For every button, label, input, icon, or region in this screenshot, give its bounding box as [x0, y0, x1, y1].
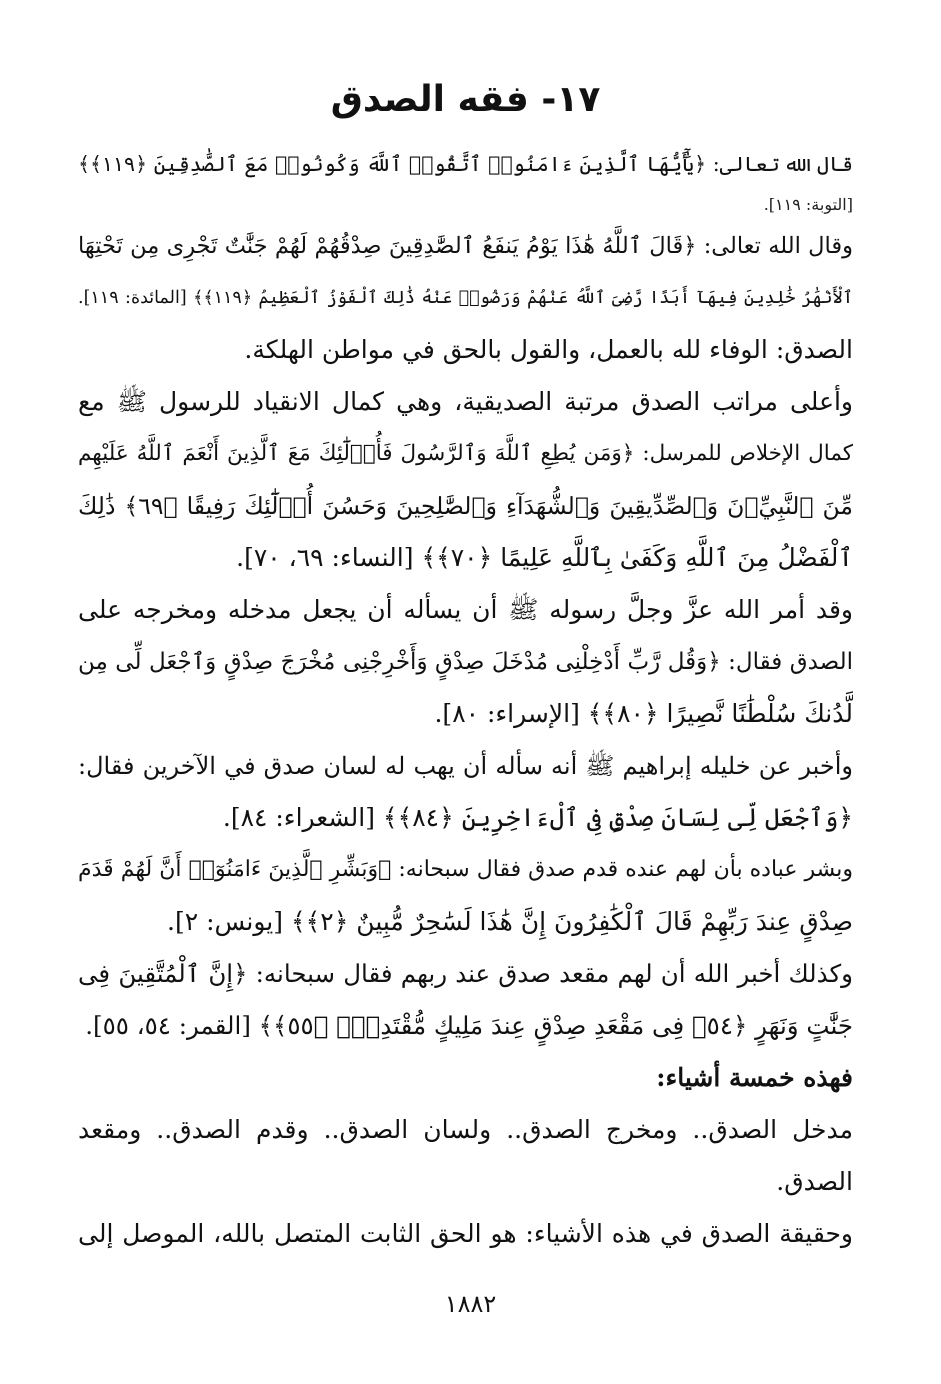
text-line: ﴿وَٱجْعَل لِّى لِسَانَ صِدْقٍ فِى ٱلْءَاخِرِينَ ﴿٨٤﴾﴾ [الشعراء: ٨٤]. [222, 803, 853, 832]
text-line: ٱلْفَضْلُ مِنَ ٱللَّهِ وَكَفَىٰ بِٱللَّهِ عَلِيمًا ﴿٧٠﴾﴾ [النساء: ٦٩، ٧٠]. [236, 543, 853, 572]
text-line: الصدق. [776, 1167, 853, 1196]
text-line: قال الله تعالى: ﴿يَٰٓأَيُّهَا ٱلَّذِينَ ءَامَنُوا۟ ٱتَّقُوا۟ ٱللَّهَ وَكُونُوا۟ مَعَ ٱلصَّٰدِقِينَ ﴿١١٩﴾﴾ [78, 152, 853, 176]
text-line: وقال الله تعالى: ﴿قَالَ ٱللَّهُ هَٰذَا يَوْمُ يَنفَعُ ٱلصَّٰدِقِينَ صِدْقُهُمْ لَهُمْ جَنَّٰتٌ تَجْرِى مِن تَحْتِهَا [78, 233, 853, 259]
text-line: وحقيقة الصدق في هذه الأشياء: هو الحق الثابت المتصل بالله، الموصل إلى [78, 1219, 853, 1248]
subheading-line: فهذه خمسة أشياء: [656, 1063, 853, 1092]
text-line: لَّدُنكَ سُلْطَٰنًا نَّصِيرًا ﴿٨٠﴾﴾ [الإسراء: ٨٠]. [434, 699, 853, 728]
page-content [78, 70, 853, 1320]
text-line: الصدق: الوفاء لله بالعمل، والقول بالحق في مواطن الهلكة. [244, 335, 853, 364]
chapter-title: ١٧- فقه الصدق [330, 79, 601, 120]
text-line: جَنَّٰتٍ وَنَهَرٍ ﴿٥٤﴾ فِى مَقْعَدِ صِدْقٍ عِندَ مَلِيكٍ مُّقْتَدِرٍۭ ﴿٥٥﴾﴾ [القمر: ٥٤، ٥٥]. [85, 1011, 853, 1040]
text-line: ٱلْأَنْهَٰرُ خَٰلِدِينَ فِيهَآ أَبَدًا رَّضِىَ ٱللَّهُ عَنْهُمْ وَرَضُوا۟ عَنْهُ ذَٰلِكَ ٱلْفَوْزُ ٱلْعَظِيمُ ﴿١١٩﴾﴾ [المائدة: ١١٩]. [78, 288, 853, 308]
text-line: وبشر عباده بأن لهم عنده قدم صدق فقال سبحانه: ﴿وَبَشِّرِ ٱلَّذِينَ ءَامَنُوٓا۟ أَنَّ لَهُمْ قَدَمَ [78, 857, 853, 882]
text-line: كمال الإخلاص للمرسل: ﴿وَمَن يُطِعِ ٱللَّهَ وَٱلرَّسُولَ فَأُو۟لَٰٓئِكَ مَعَ ٱلَّذِينَ أَنْعَمَ ٱللَّهُ عَلَيْهِم [78, 441, 853, 466]
text-line: الصدق فقال: ﴿وَقُل رَّبِّ أَدْخِلْنِى مُدْخَلَ صِدْقٍ وَأَخْرِجْنِى مُخْرَجَ صِدْقٍ وَٱجْعَل لِّى مِن [78, 649, 853, 675]
text-line: مدخل الصدق.. ومخرج الصدق.. ولسان الصدق.. وقدم الصدق.. ومقعد [78, 1115, 853, 1144]
text-line: وكذلك أخبر الله أن لهم مقعد صدق عند ربهم فقال سبحانه: ﴿إِنَّ ٱلْمُتَّقِينَ فِى [78, 959, 853, 988]
text-line: مِّنَ ٱلنَّبِيِّۦنَ وَٱلصِّدِّيقِينَ وَٱلشُّهَدَآءِ وَٱلصَّٰلِحِينَ وَحَسُنَ أُو۟لَٰٓئِكَ رَفِيقًا ﴿٦٩﴾ ذَٰلِكَ [78, 492, 853, 520]
text-line: صِدْقٍ عِندَ رَبِّهِمْ قَالَ ٱلْكَٰفِرُونَ إِنَّ هَٰذَا لَسَٰحِرٌ مُّبِينٌ ﴿٢﴾﴾ [يونس: ٢]. [167, 907, 853, 936]
text-line: وأخبر عن خليله إبراهيم ﷺ أنه سأله أن يهب له لسان صدق في الآخرين فقال: [78, 752, 853, 780]
citation-line: [التوبة: ١١٩]. [763, 195, 853, 214]
page-number: ١٨٨٢ [444, 1290, 497, 1318]
text-line: وأعلى مراتب الصدق مرتبة الصديقية، وهي كمال الانقياد للرسول ﷺ مع [78, 387, 853, 416]
text-line: وقد أمر الله عزَّ وجلَّ رسوله ﷺ أن يسأله أن يجعل مدخله ومخرجه على [78, 595, 853, 624]
